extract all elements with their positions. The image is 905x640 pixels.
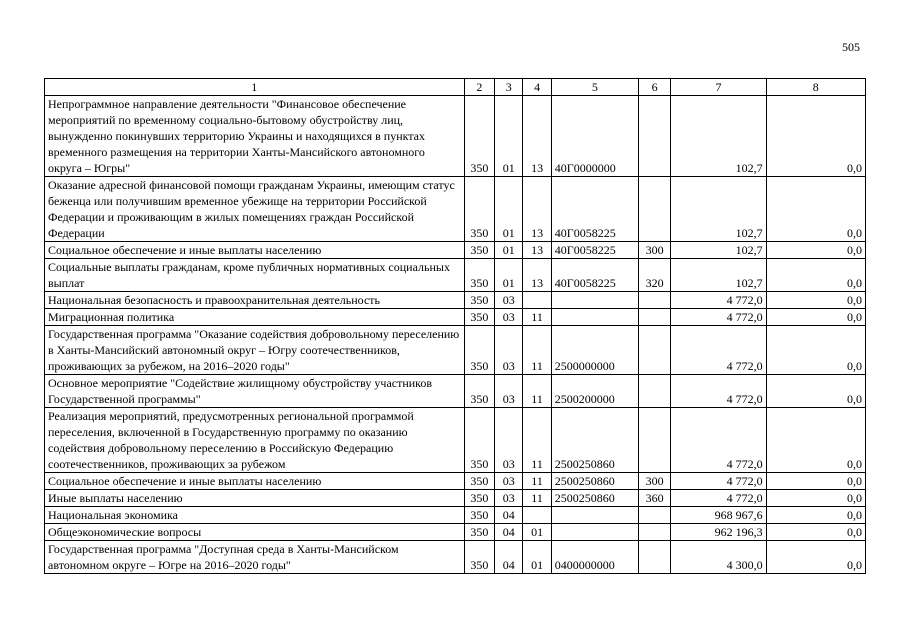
- row-target-article-cell: [551, 292, 638, 309]
- table-row: [45, 292, 866, 309]
- row-amount-cell: 968 967,6: [671, 507, 766, 524]
- header-cell-6: 6: [638, 79, 670, 96]
- table-row: [45, 326, 866, 375]
- row-subsection-cell: 01: [523, 524, 551, 541]
- row-amount2-cell: 0,0: [766, 309, 865, 326]
- row-name-cell: Иные выплаты населению: [45, 490, 465, 507]
- row-amount2-cell: 0,0: [766, 96, 865, 177]
- row-subsection-cell: 13: [523, 96, 551, 177]
- row-section-cell: 04: [495, 524, 523, 541]
- row-amount-cell: 102,7: [671, 96, 766, 177]
- row-target-article-cell: 40Г0058225: [551, 259, 638, 292]
- row-amount-cell: 4 300,0: [671, 541, 766, 574]
- row-name-cell: Общеэкономические вопросы: [45, 524, 465, 541]
- row-amount2-cell: 0,0: [766, 375, 865, 408]
- row-code-gp-cell: 350: [464, 473, 494, 490]
- row-subsection-cell: [523, 507, 551, 524]
- row-name-cell: Социальное обеспечение и иные выплаты населению: [45, 473, 465, 490]
- table-row: [45, 309, 866, 326]
- row-code-gp-cell: 350: [464, 507, 494, 524]
- header-cell-5: 5: [551, 79, 638, 96]
- row-code-gp-cell: 350: [464, 375, 494, 408]
- row-expense-type-cell: [638, 541, 670, 574]
- row-subsection-cell: 11: [523, 375, 551, 408]
- row-amount2-cell: 0,0: [766, 242, 865, 259]
- row-amount-cell: 4 772,0: [671, 375, 766, 408]
- row-code-gp-cell: 350: [464, 326, 494, 375]
- row-expense-type-cell: [638, 326, 670, 375]
- row-name-cell: Основное мероприятие "Содействие жилищному обустройству участников Государственной программы": [45, 375, 465, 408]
- row-subsection-cell: [523, 292, 551, 309]
- row-amount-cell: 962 196,3: [671, 524, 766, 541]
- row-section-cell: 01: [495, 259, 523, 292]
- row-target-article-cell: 40Г0000000: [551, 96, 638, 177]
- row-expense-type-cell: [638, 177, 670, 242]
- table-row: [45, 177, 866, 242]
- row-target-article-cell: 2500250860: [551, 490, 638, 507]
- row-name-cell: Оказание адресной финансовой помощи гражданам Украины, имеющим статус беженца или получившим временное убежище на территории Российской Федерации и проживающим в жилых помещениях граждан Российской Федерации: [45, 177, 465, 242]
- row-code-gp-cell: 350: [464, 490, 494, 507]
- row-name-cell: Национальная экономика: [45, 507, 465, 524]
- row-expense-type-cell: [638, 292, 670, 309]
- row-name-cell: Миграционная политика: [45, 309, 465, 326]
- row-amount2-cell: 0,0: [766, 507, 865, 524]
- table-row: [45, 524, 866, 541]
- row-expense-type-cell: 360: [638, 490, 670, 507]
- table-header-row: [45, 79, 866, 96]
- row-expense-type-cell: [638, 375, 670, 408]
- row-name-cell: Государственная программа "Доступная среда в Ханты-Мансийском автономном округе – Югре на 2016–2020 годы": [45, 541, 465, 574]
- row-subsection-cell: 01: [523, 541, 551, 574]
- row-name-cell: Социальное обеспечение и иные выплаты населению: [45, 242, 465, 259]
- row-name-cell: Государственная программа "Оказание содействия добровольному переселению в Ханты-Мансийский автономный округ – Югру соотечественников, проживающих за рубежом, на 2016–2020 годы": [45, 326, 465, 375]
- row-target-article-cell: 40Г0058225: [551, 242, 638, 259]
- row-subsection-cell: 11: [523, 408, 551, 473]
- row-expense-type-cell: 320: [638, 259, 670, 292]
- row-target-article-cell: [551, 524, 638, 541]
- row-target-article-cell: 2500200000: [551, 375, 638, 408]
- table-row: [45, 242, 866, 259]
- table-row: [45, 375, 866, 408]
- row-code-gp-cell: 350: [464, 524, 494, 541]
- row-section-cell: 03: [495, 375, 523, 408]
- row-subsection-cell: 13: [523, 242, 551, 259]
- row-expense-type-cell: [638, 524, 670, 541]
- table-row: [45, 96, 866, 177]
- row-amount2-cell: 0,0: [766, 177, 865, 242]
- row-target-article-cell: 0400000000: [551, 541, 638, 574]
- row-name-cell: Национальная безопасность и правоохранительная деятельность: [45, 292, 465, 309]
- row-section-cell: 03: [495, 326, 523, 375]
- header-cell-2: 2: [464, 79, 494, 96]
- row-code-gp-cell: 350: [464, 292, 494, 309]
- row-amount-cell: 4 772,0: [671, 309, 766, 326]
- row-amount-cell: 102,7: [671, 177, 766, 242]
- row-expense-type-cell: [638, 96, 670, 177]
- row-amount2-cell: 0,0: [766, 490, 865, 507]
- row-amount-cell: 102,7: [671, 259, 766, 292]
- row-name-cell: Непрограммное направление деятельности "Финансовое обеспечение мероприятий по временному социально-бытовому обустройству лиц, вынужденно покинувших территорию Украины и находящихся в пунктах временного размещения на территории Ханты-Мансийского автономного округа – Югры": [45, 96, 465, 177]
- table-row: [45, 507, 866, 524]
- row-amount2-cell: 0,0: [766, 541, 865, 574]
- row-amount2-cell: 0,0: [766, 259, 865, 292]
- row-name-cell: Социальные выплаты гражданам, кроме публичных нормативных социальных выплат: [45, 259, 465, 292]
- row-target-article-cell: 2500250860: [551, 408, 638, 473]
- row-subsection-cell: 13: [523, 177, 551, 242]
- table-row: [45, 490, 866, 507]
- header-cell-7: 7: [671, 79, 766, 96]
- row-section-cell: 04: [495, 541, 523, 574]
- row-name-cell: Реализация мероприятий, предусмотренных региональной программой переселения, включенной в Государственную программу по оказанию содействия добровольному переселению в Российскую Федерацию соотечественников, проживающих за рубежом: [45, 408, 465, 473]
- row-target-article-cell: 2500000000: [551, 326, 638, 375]
- row-subsection-cell: 11: [523, 473, 551, 490]
- row-section-cell: 01: [495, 177, 523, 242]
- row-code-gp-cell: 350: [464, 96, 494, 177]
- row-amount2-cell: 0,0: [766, 524, 865, 541]
- row-code-gp-cell: 350: [464, 541, 494, 574]
- row-amount-cell: 4 772,0: [671, 473, 766, 490]
- row-section-cell: 03: [495, 490, 523, 507]
- row-amount-cell: 4 772,0: [671, 326, 766, 375]
- row-expense-type-cell: [638, 309, 670, 326]
- row-expense-type-cell: 300: [638, 473, 670, 490]
- row-section-cell: 03: [495, 292, 523, 309]
- page-number: 505: [842, 40, 860, 54]
- row-amount-cell: 102,7: [671, 242, 766, 259]
- table-row: [45, 541, 866, 574]
- row-subsection-cell: 11: [523, 309, 551, 326]
- row-section-cell: 03: [495, 473, 523, 490]
- row-amount2-cell: 0,0: [766, 326, 865, 375]
- table-row: [45, 259, 866, 292]
- row-expense-type-cell: [638, 408, 670, 473]
- row-section-cell: 04: [495, 507, 523, 524]
- header-cell-1: 1: [45, 79, 465, 96]
- row-amount2-cell: 0,0: [766, 473, 865, 490]
- row-target-article-cell: 2500250860: [551, 473, 638, 490]
- row-expense-type-cell: 300: [638, 242, 670, 259]
- row-code-gp-cell: 350: [464, 242, 494, 259]
- row-section-cell: 01: [495, 96, 523, 177]
- row-subsection-cell: 11: [523, 490, 551, 507]
- header-cell-3: 3: [495, 79, 523, 96]
- row-amount-cell: 4 772,0: [671, 408, 766, 473]
- row-amount2-cell: 0,0: [766, 408, 865, 473]
- row-code-gp-cell: 350: [464, 408, 494, 473]
- row-section-cell: 03: [495, 309, 523, 326]
- budget-table: [44, 78, 866, 574]
- row-target-article-cell: [551, 309, 638, 326]
- table-row: [45, 473, 866, 490]
- row-amount2-cell: 0,0: [766, 292, 865, 309]
- header-cell-8: 8: [766, 79, 865, 96]
- row-amount-cell: 4 772,0: [671, 292, 766, 309]
- row-code-gp-cell: 350: [464, 259, 494, 292]
- row-target-article-cell: 40Г0058225: [551, 177, 638, 242]
- row-code-gp-cell: 350: [464, 177, 494, 242]
- row-amount-cell: 4 772,0: [671, 490, 766, 507]
- row-target-article-cell: [551, 507, 638, 524]
- row-subsection-cell: 11: [523, 326, 551, 375]
- header-cell-4: 4: [523, 79, 551, 96]
- table-row: [45, 408, 866, 473]
- row-section-cell: 01: [495, 242, 523, 259]
- row-section-cell: 03: [495, 408, 523, 473]
- row-expense-type-cell: [638, 507, 670, 524]
- row-subsection-cell: 13: [523, 259, 551, 292]
- row-code-gp-cell: 350: [464, 309, 494, 326]
